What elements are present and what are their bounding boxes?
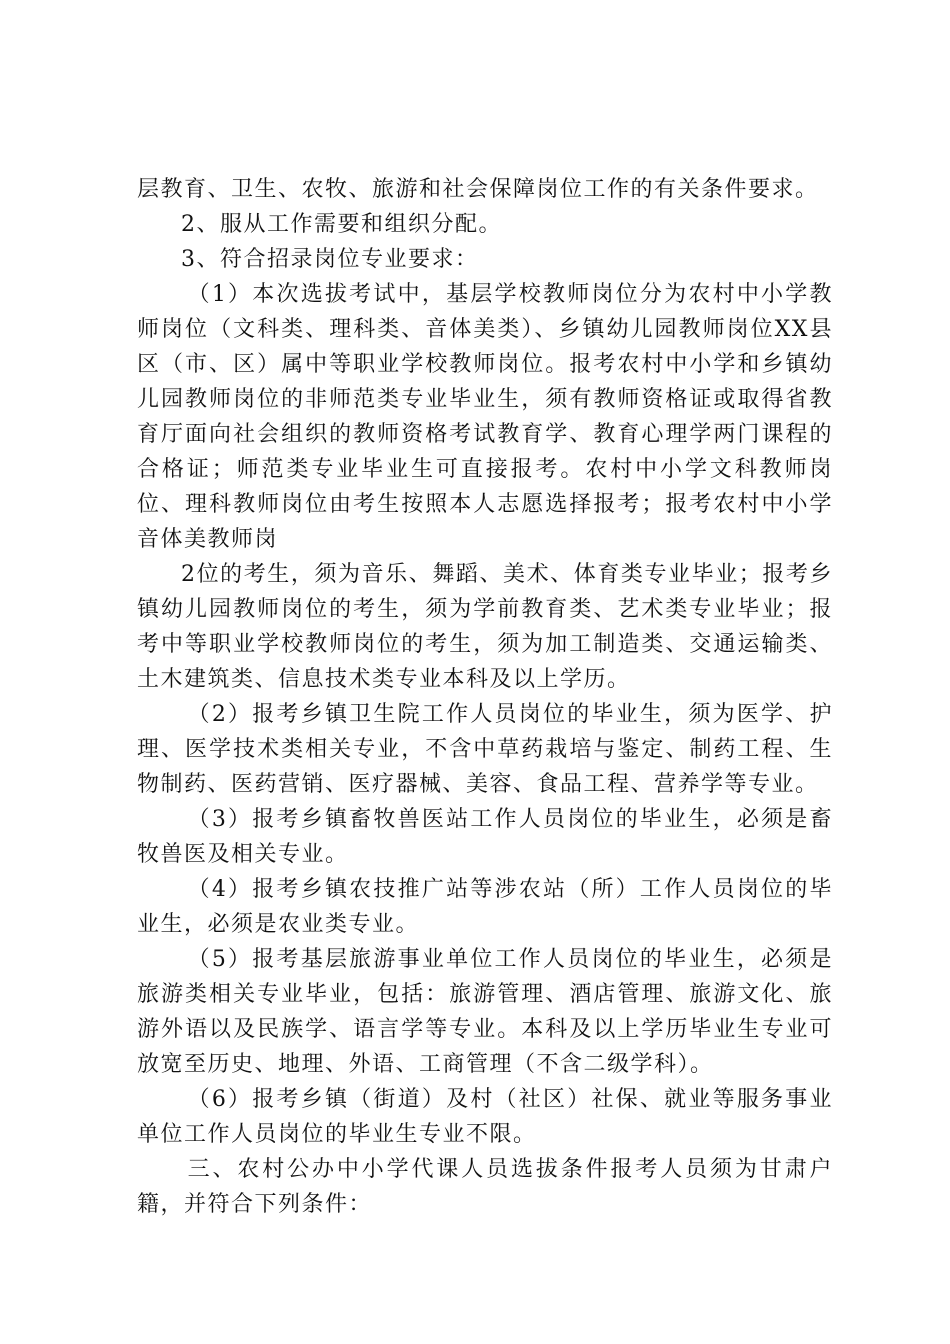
paragraph-3: 3、符合招录岗位专业要求：	[181, 247, 479, 272]
paragraph-10: （6）报考乡镇（街道）及村（社区）社保、就业等服务事业单位工作人员岗位的毕业生专业不限。	[137, 1087, 833, 1147]
paragraph-8: （4）报考乡镇农技推广站等涉农站（所）工作人员岗位的毕业生，必须是农业类专业。	[137, 877, 833, 937]
paragraph-2: 2、服从工作需要和组织分配。	[181, 212, 502, 237]
paragraph-5: 2位的考生，须为音乐、舞蹈、美术、体育类专业毕业；报考乡镇幼儿园教师岗位的考生，须为学前教育类、艺术类专业毕业；报考中等职业学校教师岗位的考生，须为加工制造类、交通运输类、土木建筑类、信息技术类专业本科及以上学历。	[137, 562, 833, 692]
paragraph-6: （2）报考乡镇卫生院工作人员岗位的毕业生，须为医学、护理、医学技术类相关专业，不含中草药栽培与鉴定、制药工程、生物制药、医药营销、医疗器械、美容、食品工程、营养学等专业。	[137, 702, 833, 797]
paragraph-1: 层教育、卫生、农牧、旅游和社会保障岗位工作的有关条件要求。	[137, 177, 819, 202]
paragraph-11: 三、农村公办中小学代课人员选拔条件报考人员须为甘肃户籍，并符合下列条件：	[137, 1157, 833, 1217]
paragraph-7: （3）报考乡镇畜牧兽医站工作人员岗位的毕业生，必须是畜牧兽医及相关专业。	[137, 807, 833, 867]
paragraph-9: （5）报考基层旅游事业单位工作人员岗位的毕业生，必须是旅游类相关专业毕业，包括：旅游管理、酒店管理、旅游文化、旅游外语以及民族学、语言学等专业。本科及以上学历毕业生专业可放宽至历史、地理、外语、工商管理（不含二级学科）。	[137, 947, 833, 1077]
paragraph-4: （1）本次选拔考试中，基层学校教师岗位分为农村中小学教师岗位（文科类、理科类、音体美类）、乡镇幼儿园教师岗位XX县区（市、区）属中等职业学校教师岗位。报考农村中小学和乡镇幼儿园教师岗位的非师范类专业毕业生，须有教师资格证或取得省教育厅面向社会组织的教师资格考试教育学、教育心理学两门课程的合格证；师范类专业毕业生可直接报考。农村中小学文科教师岗位、理科教师岗位由考生按照本人志愿选择报考；报考农村中小学音体美教师岗	[137, 282, 833, 552]
document-body	[137, 172, 833, 1222]
